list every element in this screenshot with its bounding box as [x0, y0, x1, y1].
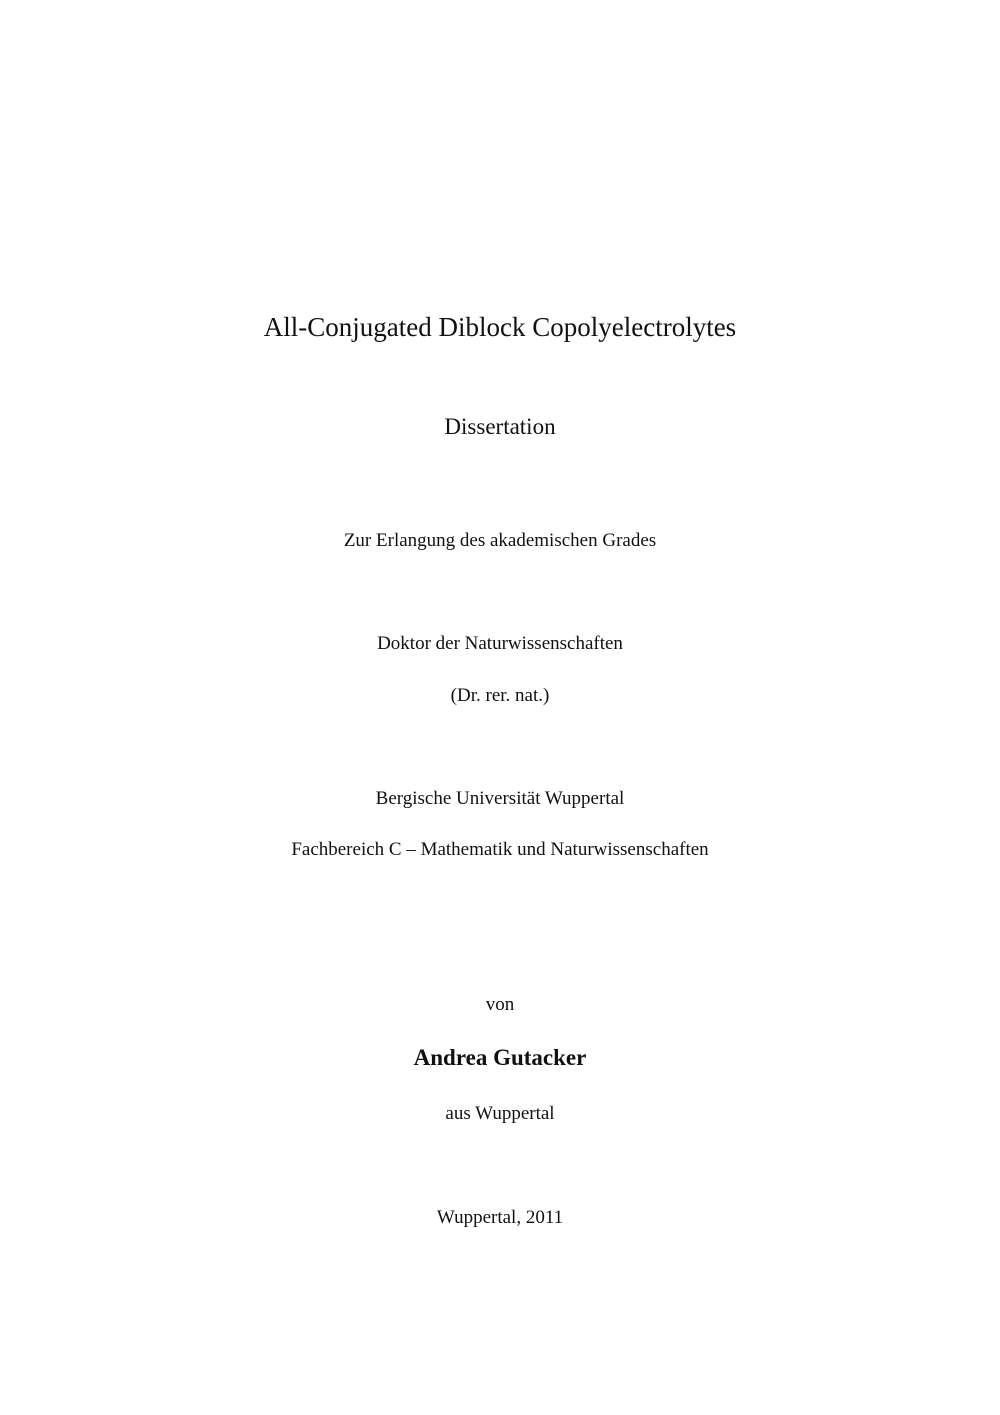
university-name: Bergische Universität Wuppertal: [375, 788, 625, 809]
degree-intro: Zur Erlangung des akademischen Grades: [343, 530, 657, 551]
thesis-title: All-Conjugated Diblock Copolyelectrolytes: [263, 312, 737, 342]
by-label: von: [485, 994, 515, 1015]
degree-name: Doktor der Naturwissenschaften: [377, 633, 623, 654]
author-name: Andrea Gutacker: [413, 1045, 587, 1070]
degree-abbreviation: (Dr. rer. nat.): [450, 685, 550, 706]
document-type: Dissertation: [444, 414, 556, 439]
place-and-date: Wuppertal, 2011: [436, 1207, 564, 1228]
faculty-name: Fachbereich C – Mathematik und Naturwissenschaften: [291, 839, 709, 860]
author-origin: aus Wuppertal: [445, 1103, 555, 1124]
